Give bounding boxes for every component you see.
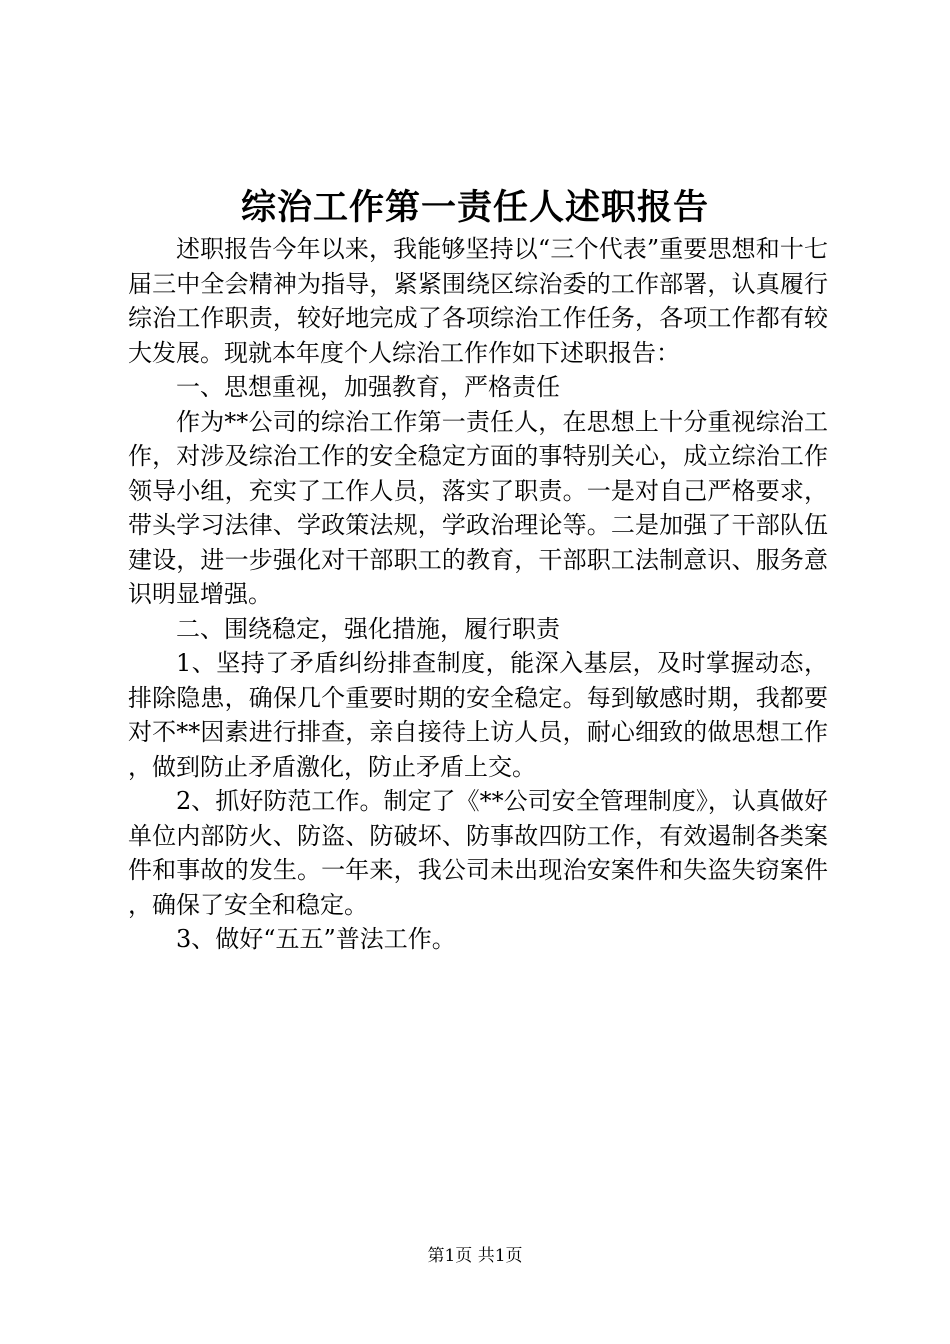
document-title: 综治工作第一责任人述职报告: [240, 187, 709, 228]
paragraph-intro: 述职报告今年以来，我能够坚持以“三个代表”重要思想和十七届三中全会精神为指导，紧紧围绕区综治委的工作部署，认真履行综治工作职责，较好地完成了各项综治工作任务，各项工作都有较大发展。现就本年度个人综治工作作如下述职报告：: [128, 235, 828, 367]
paragraph-item-1: 1、坚持了矛盾纠纷排查制度，能深入基层，及时掌握动态，排除隐患，确保几个重要时期的安全稳定。每到敏感时期，我都要对不**因素进行排查，亲自接待上访人员，耐心细致的做思想工作，做到防止矛盾激化，防止矛盾上交。: [128, 649, 828, 781]
page-footer: 第1页 共1页: [427, 1246, 523, 1266]
section-heading-1: 一、思想重视，加强教育，严格责任: [176, 373, 560, 401]
document-body: [128, 232, 828, 957]
paragraph-item-3: 3、做好“五五”普法工作。: [176, 925, 456, 953]
paragraph-section-1: 作为**公司的综治工作第一责任人，在思想上十分重视综治工作，对涉及综治工作的安全稳定方面的事特别关心，成立综治工作领导小组，充实了工作人员，落实了职责。一是对自己严格要求，带头学习法律、学政策法规，学政治理论等。二是加强了干部队伍建设，进一步强化对干部职工的教育，干部职工法制意识、服务意识明显增强。: [128, 407, 828, 608]
section-heading-2: 二、围绕稳定，强化措施，履行职责: [176, 614, 560, 643]
paragraph-item-2: 2、抓好防范工作。制定了《**公司安全管理制度》，认真做好单位内部防火、防盗、防破坏、防事故四防工作，有效遏制各类案件和事故的发生。一年来，我公司未出现治安案件和失盗失窃案件，确保了安全和稳定。: [128, 787, 828, 919]
